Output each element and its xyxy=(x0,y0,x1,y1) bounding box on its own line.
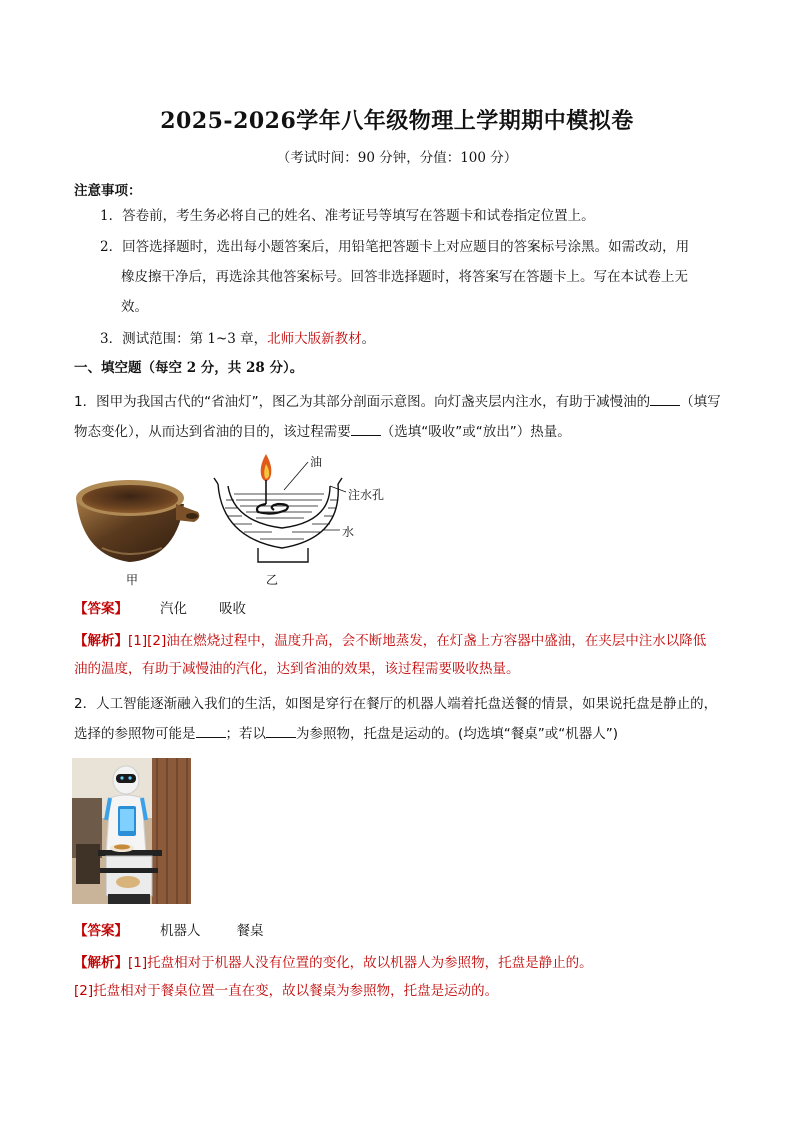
lamp-cross-section-diagram xyxy=(212,450,392,572)
figure-caption-yi: 乙 xyxy=(266,573,279,587)
q1-answer-2: 吸收 xyxy=(219,601,246,617)
q1-blank-1[interactable] xyxy=(650,393,680,406)
q2-text-a: 2．人工智能逐渐融入我们的生活，如图是穿行在餐厅的机器人端着托盘送餐的情景，如果说托盘是静止的， xyxy=(74,696,718,712)
q2-answer xyxy=(74,916,264,946)
q1-explain-line-2: 油的温度，有助于减慢油的汽化，达到省油的效果，该过程需要吸收热量。 xyxy=(74,661,520,677)
notice-heading: 注意事项： xyxy=(74,183,142,199)
q1-text-c: （选填“吸收”或“放出”）热量。 xyxy=(380,424,571,440)
q2-explanation xyxy=(74,949,726,1005)
label-fill-hole: 注水孔 xyxy=(348,488,385,502)
q1-explanation xyxy=(74,627,726,683)
notice-item-1: 1．答卷前，考生务必将自己的姓名、准考证号等填写在答题卡和试卷指定位置上。 xyxy=(100,208,595,224)
answer-tag: 【答案】 xyxy=(74,601,128,617)
notice-item-3-suffix: 。 xyxy=(361,331,376,347)
q2-text-b: 选择的参照物可能是 xyxy=(74,726,196,742)
q1-explain-line-1: [1][2]油在燃烧过程中，温度升高，会不断地蒸发，在灯盏上方容器中盛油，在夹层中注水以降低 xyxy=(128,633,707,649)
q2-answer-1: 机器人 xyxy=(160,923,201,939)
q2-explain-line-1: [1]托盘相对于机器人没有位置的变化，故以机器人为参照物，托盘是静止的。 xyxy=(128,955,593,971)
q2-answer-2: 餐桌 xyxy=(236,923,264,939)
q2-text-d: 为参照物，托盘是运动的。(均选填“餐桌”或“机器人”) xyxy=(296,726,619,742)
q2-blank-1[interactable] xyxy=(196,725,226,738)
question-2 xyxy=(74,689,726,749)
label-oil: 油 xyxy=(310,455,323,469)
q2-explain-line-2: [2]托盘相对于餐桌位置一直在变，故以餐桌为参照物，托盘是运动的。 xyxy=(74,983,499,999)
notice-item-2-line1: 2．回答选择题时，选出每小题答案后，用铅笔把答题卡上对应题目的答案标号涂黑。如需改动，用 xyxy=(100,239,690,255)
explain-tag: 【解析】 xyxy=(74,955,128,971)
restaurant-robot-photo xyxy=(72,758,191,904)
textbook-highlight: 北师大版新教材 xyxy=(267,331,362,347)
q1-text-b: （填写物态变化），从而达到省油的目的，该过程需要 xyxy=(74,394,721,440)
exam-info: （考试时间：90 分钟，分值：100 分） xyxy=(276,150,518,166)
notice-item-2 xyxy=(100,232,730,322)
q1-answer xyxy=(74,594,246,624)
q1-answer-1: 汽化 xyxy=(160,601,187,617)
q2-blank-2[interactable] xyxy=(266,725,296,738)
notice-item-2-line3: 效。 xyxy=(121,299,148,315)
notice-item-3-prefix: 3．测试范围：第 1~3 章， xyxy=(100,331,268,347)
figure-caption-jia: 甲 xyxy=(126,573,139,587)
q1-blank-2[interactable] xyxy=(351,423,381,436)
answer-tag: 【答案】 xyxy=(74,923,128,939)
q1-text-a: 1．图甲为我国古代的“省油灯”，图乙为其部分剖面示意图。向灯盏夹层内注水，有助于减慢油的 xyxy=(74,394,651,410)
page-title: 2025-2026学年八年级物理上学期期中模拟卷 xyxy=(160,108,634,134)
question-1 xyxy=(74,387,726,447)
section-heading: 一、填空题（每空 2 分，共 28 分）。 xyxy=(74,360,304,376)
oil-lamp-photo xyxy=(72,470,204,570)
q2-text-c: ；若以 xyxy=(225,726,266,742)
label-water: 水 xyxy=(342,525,355,539)
notice-item-3 xyxy=(100,324,730,354)
explain-tag: 【解析】 xyxy=(74,633,128,649)
notice-item-2-line2: 橡皮擦干净后，再选涂其他答案标号。回答非选择题时，将答案写在答题卡上。写在本试卷上无 xyxy=(121,269,688,285)
